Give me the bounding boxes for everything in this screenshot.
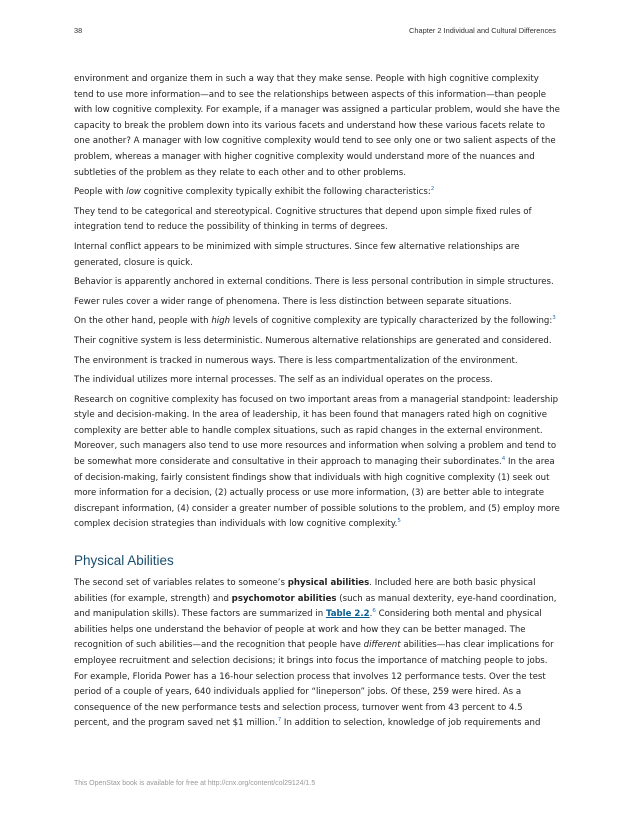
paragraph: They tend to be categorical and stereotypical. Cognitive structures that depend upon simple fixed rules of integration tend to reduce the possibility of thinking in terms of degrees. (74, 206, 532, 233)
paragraph: People with low cognitive complexity typically exhibit the following characteristics:$^2$ (74, 186, 435, 198)
paragraph: Research on cognitive complexity has focused on two important areas from a managerial standpoint: leadership style and decision-making. In the area of leadership, it has been found that managers rated high on cognitive complexity are better able to handle complex situations, such as rapid changes in the external environment. Moreover, such managers also tend to use more resources and information when solving a problem and tend to be somewhat more considerate and consultative in their approach to managing their subordinates.$^4$ In the area of decision-making, fairly consistent findings show that individuals with high cognitive complexity (1) seek out more information for a decision, (2) actually process or use more information, (3) are better able to integrate discrepant information, (4) consider a greater number of possible solutions to the problem, and (5) employ more complex decision strategies than individuals with low cognitive complexity.$^5$ (74, 394, 560, 530)
paragraph: On the other hand, people with high levels of cognitive complexity are typically characterized by the following:$^3$ (74, 315, 556, 327)
footnote-ref[interactable]: 5 (397, 518, 401, 525)
paragraph: The environment is tracked in numerous ways. There is less compartmentalization of the environment. (74, 355, 518, 366)
footnote-ref[interactable]: 2 (430, 186, 435, 193)
section-heading: Physical Abilities (74, 553, 174, 569)
footnote-ref[interactable]: 4 (501, 456, 506, 463)
chapter-title: Chapter 2 Individual and Cultural Differences (409, 26, 556, 35)
paragraph: Behavior is apparently anchored in external conditions. There is less personal contribution in simple structures. (74, 277, 554, 288)
paragraph: The second set of variables relates to someone’s physical abilities. Included here are both basic physical abilities (for example, strength) and psychomotor abilities (such as manual dexterity, eye-hand coordination, and manipulation skills). These factors are summarized in Table 2.2.$^6$ Considering both mental and physical abilities helps one understand the behavior of people at work and how they can be better managed. The recognition of such abilities—and the recognition that people have different abilities—has clear implications for employee recruitment and selection decisions; it brings into focus the importance of matching people to jobs. For example, Florida Power has a 16-hour selection process that involves 12 performance tests. Over the test period of a couple of years, 640 individuals applied for “lineperson” jobs. Of these, 259 were hired. As a consequence of the new performance tests and selection process, turnover went from 43 percent to 4.5 percent, and the program saved net $1 million.$^7$ In addition to selection, knowledge of job requirements and (74, 578, 557, 729)
footnote-ref[interactable]: 3 (552, 315, 556, 322)
footnote-ref[interactable]: 6 (372, 608, 376, 615)
page-number: 38 (74, 26, 83, 35)
footer-note: This OpenStax book is available for free at http://cnx.org/content/col29124/1.5 (74, 780, 316, 787)
footnote-ref[interactable]: 7 (277, 717, 282, 724)
paragraph: Internal conflict appears to be minimized with simple structures. Since few alternative relationships are generated, closure is quick. (74, 241, 520, 268)
paragraph: Fewer rules cover a wider range of phenomena. There is less distinction between separate situations. (74, 296, 512, 307)
paragraph: The individual utilizes more internal processes. The self as an individual operates on the process. (74, 375, 493, 386)
paragraph: Their cognitive system is less deterministic. Numerous alternative relationships are generated and considered. (74, 335, 552, 346)
body-text (74, 72, 560, 736)
paragraph: environment and organize them in such a way that they make sense. People with high cognitive complexity tend to use more information—and to see the relationships between aspects of this information—than people with low cognitive complexity. For example, if a manager was assigned a particular problem, would she have the capacity to break the problem down into its various facets and understand how these various facets relate to one another? A manager with low cognitive complexity would tend to see only one or two salient aspects of the problem, whereas a manager with higher cognitive complexity would understand more of the nuances and subtleties of the problem as they relate to each other and to other problems. (74, 74, 560, 178)
table-link[interactable]: Table 2.2 (325, 609, 370, 620)
